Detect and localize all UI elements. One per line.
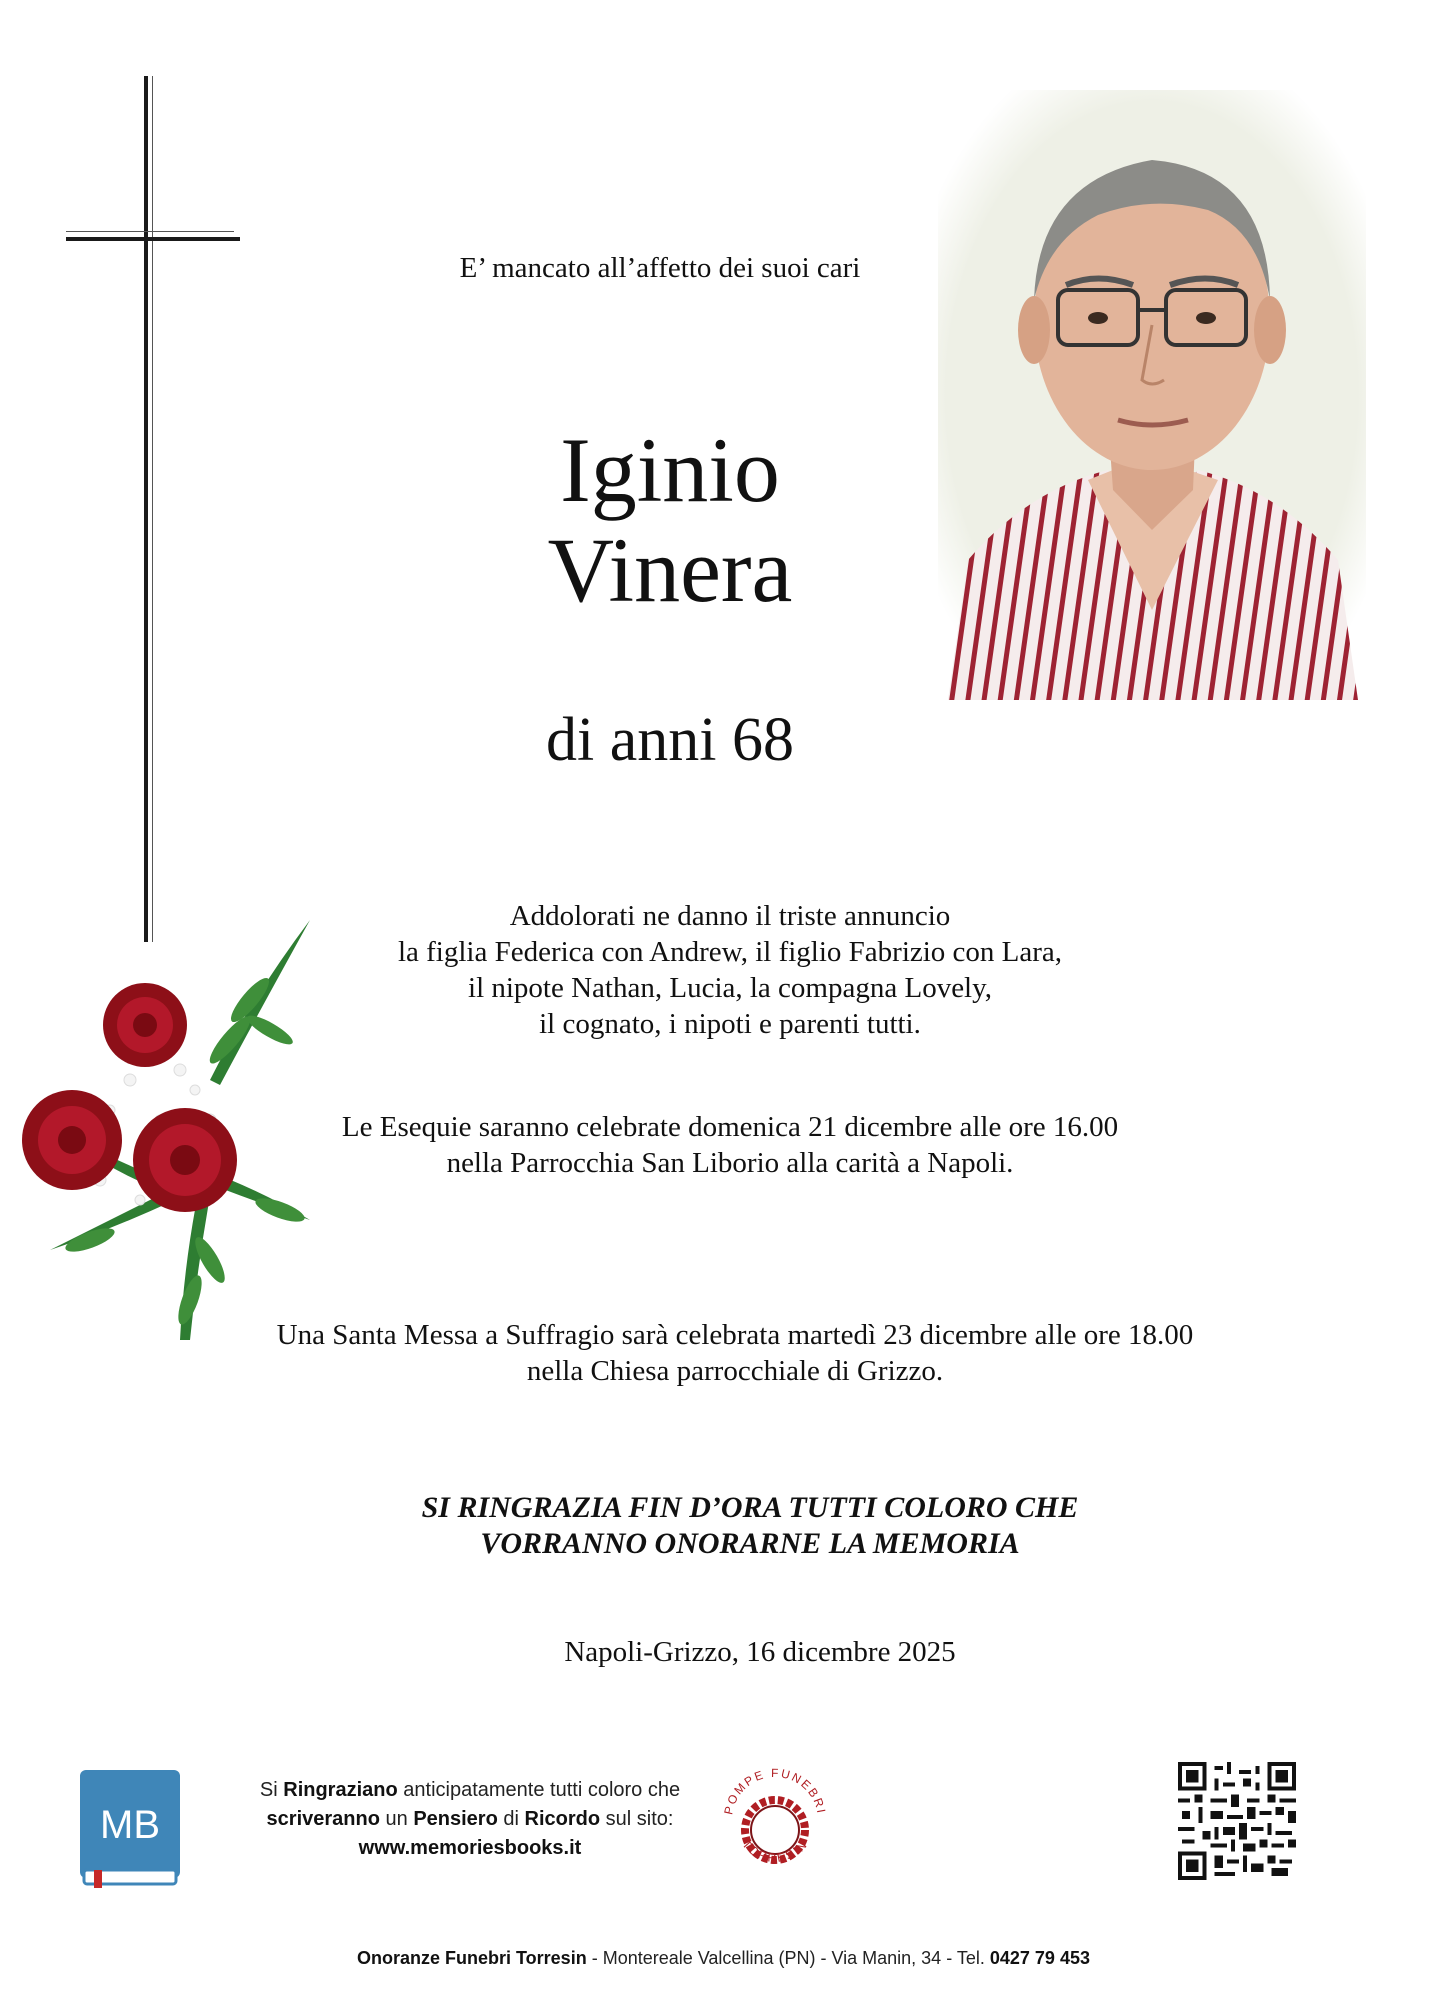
company-name: Onoranze Funebri Torresin xyxy=(357,1948,587,1968)
thanks-line: VORRANNO ONORARNE LA MEMORIA xyxy=(480,1527,1020,1560)
announce-line: il nipote Nathan, Lucia, la compagna Lovely, xyxy=(468,972,992,1004)
footer-message: Si Ringraziano anticipatamente tutti coloro che scriveranno un Pensiero di Ricordo sul sito: www.memoriesbooks.it xyxy=(259,1779,681,1859)
intro-text: E’ mancato all’affetto dei suoi cari xyxy=(459,252,861,284)
announce-line: la figlia Federica con Andrew, il figlio Fabrizio con Lara, xyxy=(397,936,1063,968)
announcement-paragraph xyxy=(300,898,1160,1042)
thanks-line: SI RINGRAZIA FIN D’ORA TUTTI COLORO CHE xyxy=(421,1491,1079,1524)
svg-text:TORRESIN xyxy=(739,1837,810,1865)
rose-bouquet-image xyxy=(10,920,330,1360)
age-text: di anni 68 xyxy=(546,706,794,774)
thanks-paragraph xyxy=(300,1490,1200,1562)
qr-code[interactable] xyxy=(1178,1762,1296,1880)
funeral-paragraph xyxy=(250,1109,1210,1181)
mass-line: Una Santa Messa a Suffragio sarà celebrata martedì 23 dicembre alle ore 18.00 xyxy=(276,1319,1194,1351)
cross-horizontal-bar xyxy=(66,237,240,241)
website-link[interactable]: www.memoriesbooks.it xyxy=(358,1837,582,1859)
announce-line: Addolorati ne danno il triste annuncio xyxy=(509,900,951,932)
mass-paragraph xyxy=(170,1317,1300,1389)
cross-horizontal-line xyxy=(66,231,234,232)
funeral-line: Le Esequie saranno celebrate domenica 21 dicembre alle ore 16.00 xyxy=(341,1111,1119,1143)
footer-contact-line xyxy=(100,1948,1347,1969)
company-address: - Montereale Valcellina (PN) - Via Manin, 34 - Tel. xyxy=(586,1948,990,1968)
deceased-name xyxy=(440,420,900,620)
svg-text:POMPE FUNEBRI xyxy=(721,1766,828,1816)
memoriesbooks-logo xyxy=(80,1770,180,1888)
funeral-line: nella Parrocchia San Liborio alla carità a Napoli. xyxy=(446,1147,1014,1179)
company-phone[interactable]: 0427 79 453 xyxy=(989,1948,1090,1968)
place-date: Napoli-Grizzo, 16 dicembre 2025 xyxy=(564,1636,956,1668)
last-name: Vinera xyxy=(547,519,793,621)
first-name: Iginio xyxy=(560,419,780,521)
pompe-bottom-text: TORRESIN xyxy=(739,1837,811,1866)
pompe-funebri-logo xyxy=(720,1745,830,1895)
mb-logo-text: MB xyxy=(100,1803,160,1847)
pompe-top-text: POMPE FUNEBRI xyxy=(721,1765,829,1816)
announce-line: il cognato, i nipoti e parenti tutti. xyxy=(539,1008,921,1040)
cross-vertical-bar xyxy=(144,76,148,942)
portrait-photo xyxy=(938,90,1366,700)
mass-line: nella Chiesa parrocchiale di Grizzo. xyxy=(526,1355,944,1387)
cross-vertical-line xyxy=(152,76,153,942)
